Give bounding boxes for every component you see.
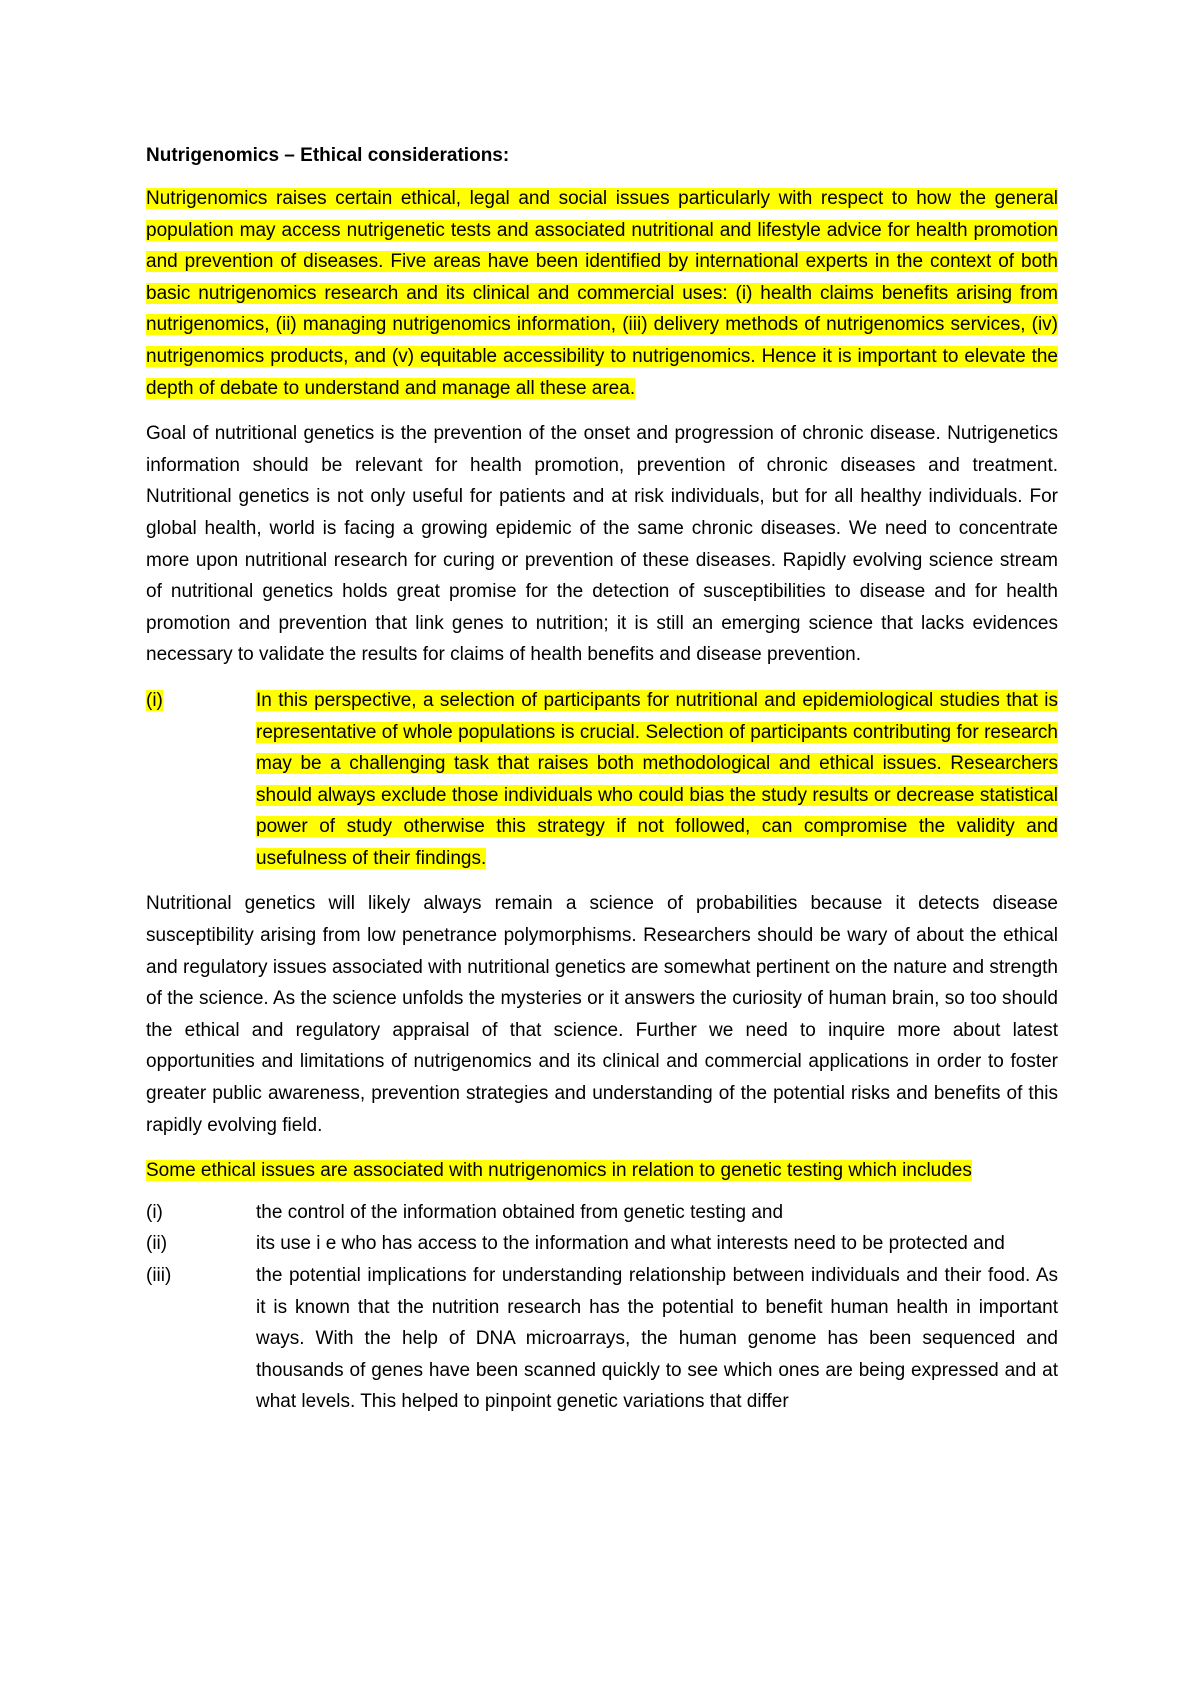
item-text [256,685,1058,875]
list-item-text: its use i e who has access to the information and what interests need to be protected and [256,1233,1005,1255]
highlighted-text: Some ethical issues are associated with nutrigenomics in relation to genetic testing which includes [146,1160,972,1182]
document-heading: Nutrigenomics – Ethical considerations: [146,145,510,166]
list-item-number: (ii) [146,1233,168,1255]
list-item [146,1260,1058,1418]
paragraph-goal: Goal of nutritional genetics is the prevention of the onset and progression of chronic disease. Nutrigenetics information should be relevant for health promotion, prevention of chronic diseases and treatment. Nutritional genetics is not only useful for patients and at risk individuals, but for all healthy individuals. For global health, world is facing a growing epidemic of the same chronic diseases. We need to concentrate more upon nutritional research for curing or prevention of these diseases. Rapidly evolving science stream of nutritional genetics holds great promise for the detection of susceptibilities to disease and for health promotion and prevention that link genes to nutrition; it is still an emerging science that lacks evidences necessary to validate the results for claims of health benefits and disease prevention. [146,423,1058,666]
list-item-text: the potential implications for understanding relationship between individuals and their food. As it is known that the nutrition research has the potential to benefit human health in important ways. With the help of DNA microarrays, the human genome has been sequenced and thousands of genes have been scanned quickly to see which ones are being expressed and at what levels. This helped to pinpoint genetic variations that differ [256,1265,1058,1413]
list-item [146,1197,1058,1229]
ethical-issues-list [146,1197,1058,1418]
paragraph-ethical-issues [146,1155,1058,1187]
paragraph-intro [146,183,1058,404]
numbered-item-selection [146,685,1058,875]
document-page [146,140,1058,1418]
list-item-text: the control of the information obtained from genetic testing and [256,1201,784,1223]
highlighted-text: Nutrigenomics raises certain ethical, legal and social issues particularly with respect to how the general population may access nutrigenetic tests and associated nutritional and lifestyle advice for health promotion and prevention of diseases. Five areas have been identified by international experts in the context of both basic nutrigenomics research and its clinical and commercial uses: (i) health claims benefits arising from nutrigenomics, (ii) managing nutrigenomics information, (iii) delivery methods of nutrigenomics services, (iv) nutrigenomics products, and (v) equitable accessibility to nutrigenomics. Hence it is important to elevate the depth of debate to understand and manage all these area. [146,188,1058,399]
list-item-number: (iii) [146,1265,172,1286]
highlighted-text: In this perspective, a selection of participants for nutritional and epidemiological studies that is representative of whole populations is crucial. Selection of participants contributing for research may be a challenging task that raises both methodological and ethical issues. Researchers should always exclude those individuals who could bias the study results or decrease statistical power of study otherwise this strategy if not followed, can compromise the validity and usefulness of their findings. [256,689,1058,869]
paragraph-probabilities: Nutritional genetics will likely always remain a science of probabilities because it detects disease susceptibility arising from low penetrance polymorphisms. Researchers should be wary of about the ethical and regulatory issues associated with nutritional genetics are somewhat pertinent on the nature and strength of the science. As the science unfolds the mysteries or it answers the curiosity of human brain, so too should the ethical and regulatory appraisal of that science. Further we need to inquire more about latest opportunities and limitations of nutrigenomics and its clinical and commercial applications in order to foster greater public awareness, prevention strategies and understanding of the potential risks and benefits of this rapidly evolving field. [146,893,1058,1136]
list-item-number: (i) [146,1201,163,1223]
highlighted-number: (i) [146,689,163,711]
list-item [146,1228,1058,1260]
item-number [146,685,256,875]
